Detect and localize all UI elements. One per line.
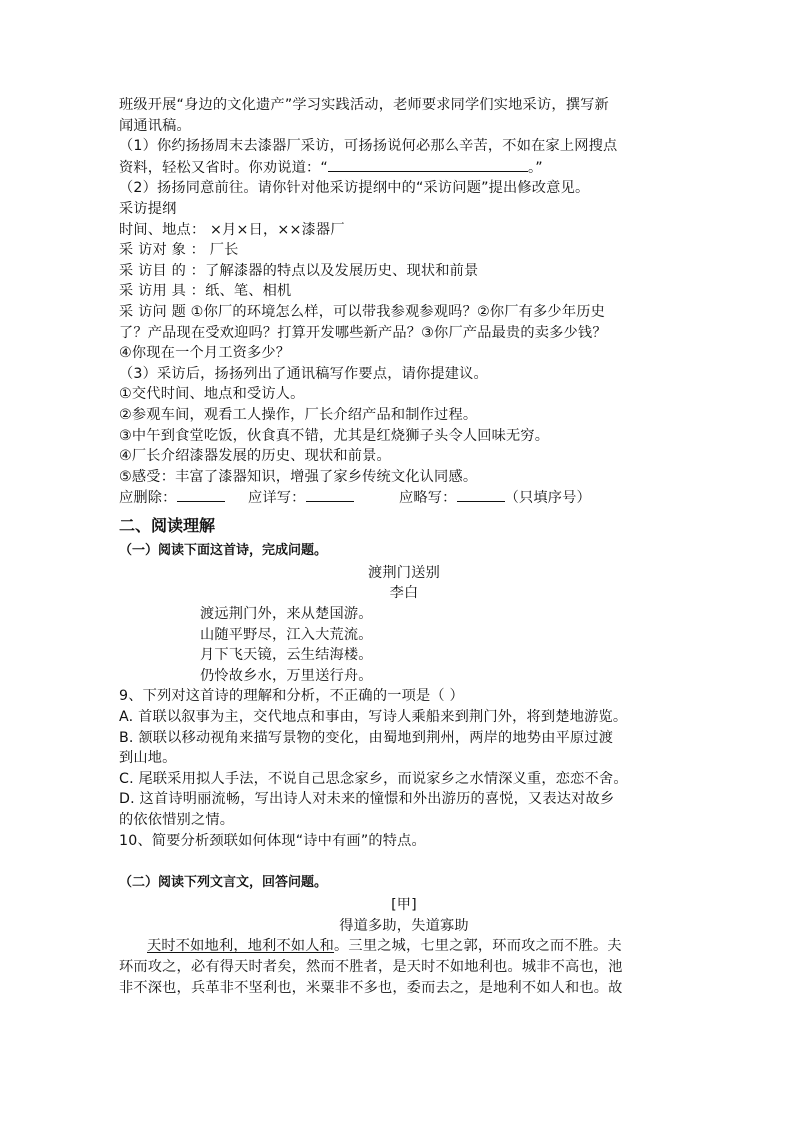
outline-purpose: 采 访目 的 ：了解漆器的特点以及发展历史、现状和前景 <box>119 262 479 279</box>
document-page <box>119 95 689 998</box>
question-9: 9、下列对这首诗的理解和分析，不正确的一项是（ ） <box>119 688 464 705</box>
outline-questions-line-3: ④你现在一个月工资多少？ <box>119 345 291 362</box>
poem-line-2: 山随平野尽，江入大荒流。 <box>200 626 373 643</box>
option-c: C. 尾联采用拟人手法，不说自己思念家乡，而说家乡之水情深义重，恋恋不舍。 <box>119 770 628 787</box>
outline-questions-line-1: 采 访问 题 ①你厂的环境怎么样，可以带我参观参观吗？②你厂有多少年历史 <box>119 303 605 320</box>
part-2-heading: （二）阅读下列文言文，回答问题。 <box>119 875 328 891</box>
intro-line-2: 闻通讯稿。 <box>119 117 191 134</box>
option-a: A. 首联以叙事为主，交代地点和事由，写诗人乘船来到荆门外，将到楚地游览。 <box>119 709 628 726</box>
answer-blank-persuade[interactable] <box>328 157 528 172</box>
answer-delete-label: 应删除： <box>119 490 177 507</box>
poem-author: 李白 <box>389 585 419 602</box>
text-label: [甲] <box>391 897 417 914</box>
answer-brief-label: 应略写： <box>399 490 457 507</box>
question-1-text: 资料，轻松又省时。你劝说道：“ <box>119 159 328 176</box>
question-10: 10、简要分析颈联如何体现“诗中有画”的特点。 <box>119 832 426 849</box>
text-line-2: 环而攻之，必有得天时者矣，然而不胜者，是天时不如地利也。城非不高也，池 <box>119 958 623 975</box>
text-line-1-rest: 。三里之城，七里之郭，环而攻之而不胜。夫 <box>334 938 622 955</box>
point-4: ④厂长介绍漆器发展的历史、现状和前景。 <box>119 448 391 465</box>
point-3: ③中午到食堂吃饭，伙食真不错，尤其是红烧狮子头令人回味无穷。 <box>119 427 550 444</box>
point-5: ⑤感受：丰富了漆器知识，增强了家乡传统文化认同感。 <box>119 468 478 485</box>
poem-line-1: 渡远荆门外，来从楚国游。 <box>200 606 373 623</box>
answer-blank-delete[interactable] <box>177 487 225 502</box>
option-d-line-2: 的依依惜别之情。 <box>119 812 235 828</box>
option-b-line-2: 到山地。 <box>119 750 177 767</box>
answer-row <box>119 487 689 509</box>
answer-note: （只填序号） <box>504 490 591 507</box>
intro-line-1: 班级开展“身边的文化遗产”学习实践活动，老师要求同学们实地采访，撰写新 <box>119 97 609 113</box>
question-1-line-2 <box>119 157 689 179</box>
poem-title: 渡荆门送别 <box>368 564 440 581</box>
question-2: （2）扬扬同意前往。请你针对他采访提纲中的“采访问题”提出修改意见。 <box>119 180 590 197</box>
outline-tools: 采 访用 具 ：纸、笔、相机 <box>119 283 292 300</box>
text-line-1 <box>119 936 689 957</box>
answer-blank-detail[interactable] <box>306 487 354 502</box>
option-d-line-1: D. 这首诗明丽流畅，写出诗人对未来的憧憬和外出游历的喜悦，又表达对故乡 <box>119 791 615 808</box>
outline-time-place: 时间、地点： ×月×日，××漆器厂 <box>119 221 345 238</box>
answer-blank-brief[interactable] <box>457 487 505 502</box>
outline-title: 采访提纲 <box>119 200 177 217</box>
question-1-line-1: （1）你约扬扬周末去漆器厂采访，可扬扬说何必那么辛苦，不如在家上网搜点 <box>119 138 618 155</box>
text-title: 得道多助，失道寡助 <box>339 917 469 934</box>
point-1: ①交代时间、地点和受访人。 <box>119 386 305 403</box>
question-3: （3）采访后，扬扬列出了通讯稿写作要点，请你提建议。 <box>119 365 488 382</box>
option-b-line-1: B. 颔联以移动视角来描写景物的变化，由蜀地到荆州，两岸的地势由平原过渡 <box>119 729 614 746</box>
answer-detail-label: 应详写： <box>248 490 306 507</box>
section-heading-reading: 二、阅读理解 <box>119 515 216 535</box>
poem-line-4: 仍怜故乡水，万里送行舟。 <box>200 667 373 684</box>
underlined-sentence: 天时不如地利，地利不如人和 <box>147 938 335 955</box>
outline-interviewee: 采 访对 象 ： 厂长 <box>119 242 239 259</box>
point-2: ②参观车间，观看工人操作，厂长介绍产品和制作过程。 <box>119 406 478 423</box>
poem-line-3: 月下飞天镜，云生结海楼。 <box>200 647 373 664</box>
part-1-heading: （一）阅读下面这首诗，完成问题。 <box>119 542 328 558</box>
question-1-close: 。” <box>527 159 543 176</box>
text-line-3: 非不深也，兵革非不坚利也，米粟非不多也，委而去之，是地利不如人和也。故 <box>119 979 623 996</box>
outline-questions-line-2: 了？产品现在受欢迎吗？打算开发哪些新产品？③你厂产品最贵的卖多少钱？ <box>119 324 607 341</box>
